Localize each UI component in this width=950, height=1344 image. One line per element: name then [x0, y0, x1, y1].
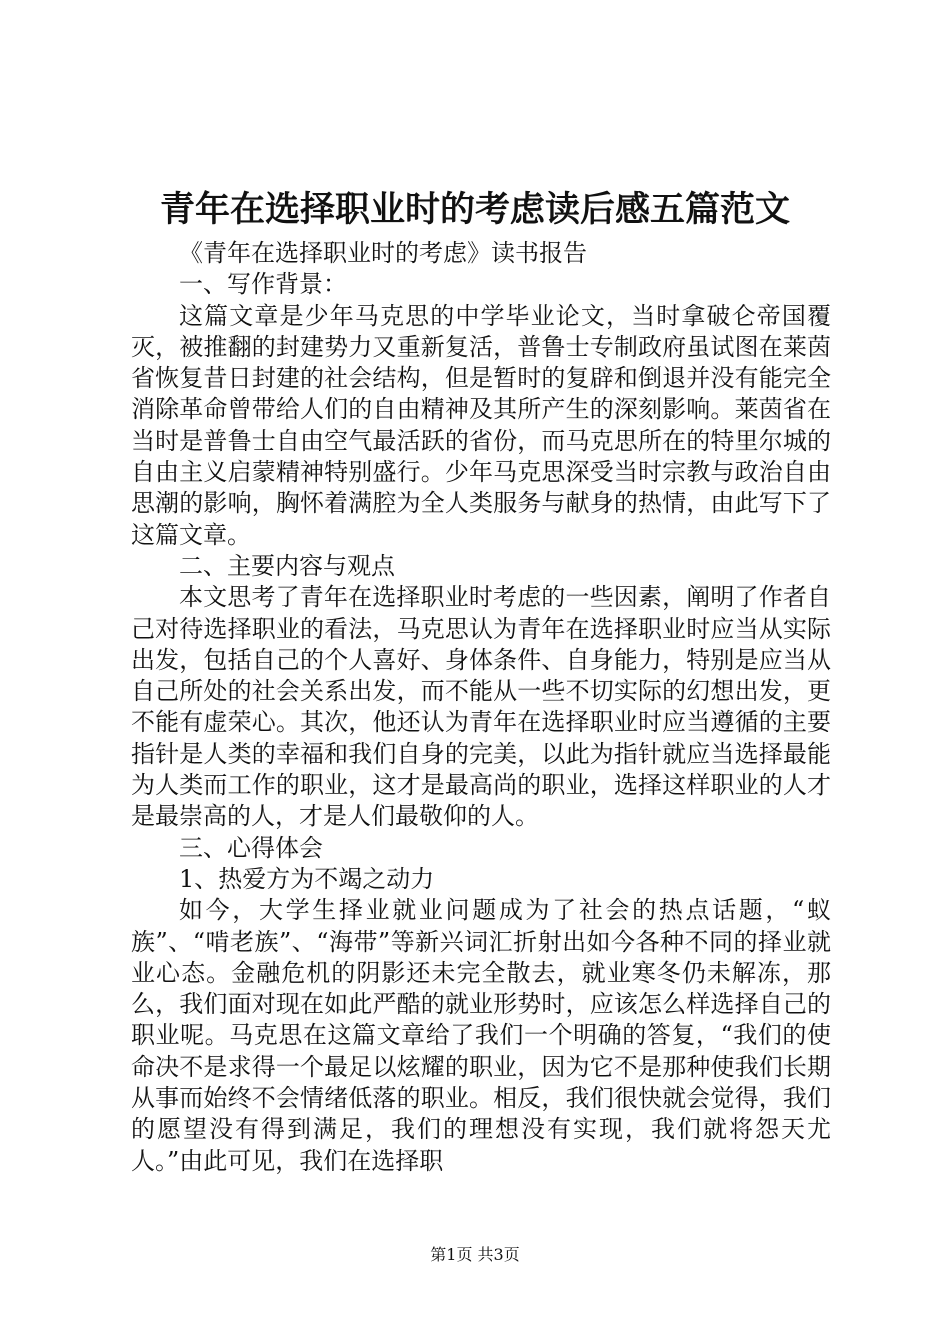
paragraph-passion: 如今，大学生择业就业问题成为了社会的热点话题，“蚁族”、“啃老族”、“海带”等新兴词汇折射出如今各种不同的择业就业心态。金融危机的阴影还未完全散去，就业寒冬仍未解冻，那么，我们面对现在如此严酷的就业形势时，应该怎么样选择自己的职业呢。马克思在这篇文章给了我们一个明确的答复，“我们的使命决不是求得一个最足以炫耀的职业，因为它不是那种使我们长期从事而始终不会情绪低落的职业。相反，我们很快就会觉得，我们的愿望没有得到满足，我们的理想没有实现，我们就将怨天尤人。”由此可见，我们在选择职	[131, 896, 831, 1175]
document-body	[131, 238, 831, 1177]
paragraph-content: 本文思考了青年在选择职业时考虑的一些因素，阐明了作者自己对待选择职业的看法，马克思认为青年在选择职业时应当从实际出发，包括自己的个人喜好、身体条件、自身能力，特别是应当从自己所处的社会关系出发，而不能从一些不切实际的幻想出发，更不能有虚荣心。其次，他还认为青年在选择职业时应当遵循的主要指针是人类的幸福和我们自身的完美，以此为指针就应当选择最能为人类而工作的职业，这才是最高尚的职业，选择这样职业的人才是最崇高的人，才是人们最敬仰的人。	[131, 583, 831, 831]
report-subtitle: 《青年在选择职业时的考虑》读书报告	[179, 239, 587, 267]
section-heading-background: 一、写作背景：	[179, 270, 347, 299]
section-heading-content: 二、主要内容与观点	[179, 551, 395, 580]
page-number: 第1页 共3页	[430, 1245, 520, 1264]
section-heading-reflection: 三、心得体会	[179, 833, 323, 862]
subsection-heading-passion: 1、热爱方为不竭之动力	[179, 864, 435, 893]
document-title: 青年在选择职业时的考虑读后感五篇范文	[159, 189, 790, 230]
paragraph-background: 这篇文章是少年马克思的中学毕业论文，当时拿破仑帝国覆灭，被推翻的封建势力又重新复活，普鲁士专制政府虽试图在莱茵省恢复昔日封建的社会结构，但是暂时的复辟和倒退并没有能完全消除革命曾带给人们的自由精神及其所产生的深刻影响。莱茵省在当时是普鲁士自由空气最活跃的省份，而马克思所在的特里尔城的自由主义启蒙精神特别盛行。少年马克思深受当时宗教与政治自由思潮的影响，胸怀着满腔为全人类服务与献身的热情，由此写下了这篇文章。	[131, 301, 831, 549]
